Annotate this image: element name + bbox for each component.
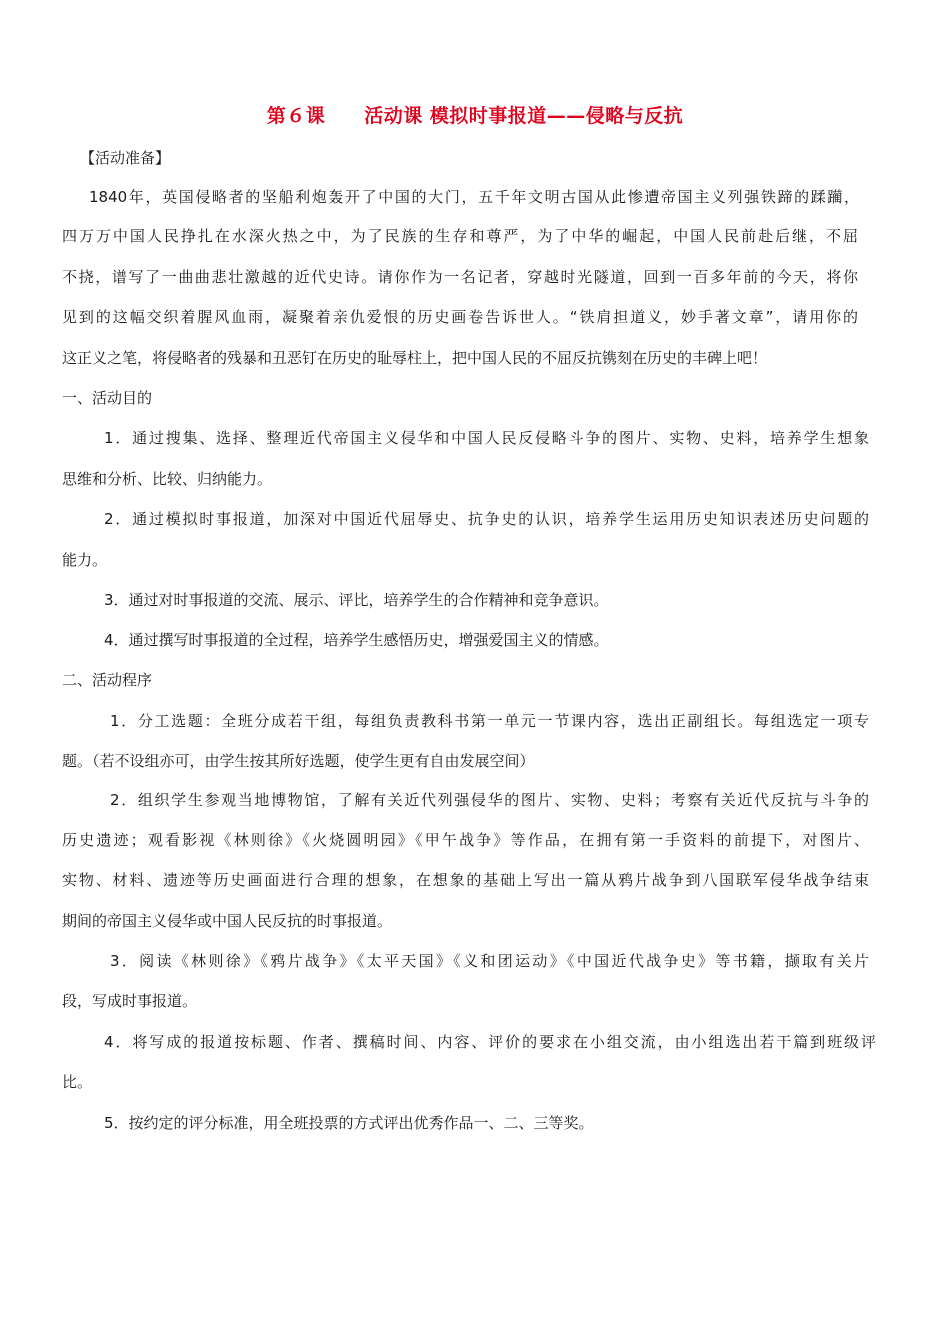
section2-item2-line1: 2．组织学生参观当地博物馆，了解有关近代列强侵华的图片、实物、史料；考察有关近代反抗与斗争的	[110, 791, 869, 809]
preparation-header: 【活动准备】	[80, 149, 171, 167]
intro-line-1: 1840年，英国侵略者的坚船利炮轰开了中国的大门，五千年文明古国从此惨遭帝国主义列强铁蹄的蹂躏，	[89, 188, 859, 206]
section2-heading: 二、活动程序	[62, 671, 153, 689]
section2-item2-line2: 历史遗迹；观看影视《林则徐》《火烧圆明园》《甲午战争》等作品，在拥有第一手资料的前提下，对图片、	[62, 831, 869, 849]
section2-item4-line2: 比。	[62, 1073, 93, 1091]
section2-item2-line4: 期间的帝国主义侵华或中国人民反抗的时事报道。	[62, 912, 393, 930]
section2-item1-line1: 1．分工选题：全班分成若干组，每组负责教科书第一单元一节课内容，选出正副组长。每组选定一项专	[110, 712, 869, 730]
section2-item5: 5．按约定的评分标准，用全班投票的方式评出优秀作品一、二、三等奖。	[104, 1114, 594, 1132]
intro-line-2: 四万万中国人民挣扎在水深火热之中，为了民族的生存和尊严，为了中华的崛起，中国人民前赴后继，不屈	[62, 227, 858, 245]
page-title: 第６课 活动课 模拟时事报道——侵略与反抗	[266, 105, 684, 127]
section2-item1-line2: 题。（若不设组亦可，由学生按其所好选题，使学生更有自由发展空间）	[62, 752, 535, 770]
section1-item4: 4．通过撰写时事报道的全过程，培养学生感悟历史，增强爱国主义的情感。	[104, 631, 609, 649]
intro-line-3: 不挠，谱写了一曲曲悲壮激越的近代史诗。请你作为一名记者，穿越时光隧道，回到一百多年前的今天，将你	[62, 268, 858, 286]
section1-item1-line2: 思维和分析、比较、归纳能力。	[62, 470, 273, 488]
section2-item4-line1: 4．将写成的报道按标题、作者、撰稿时间、内容、评价的要求在小组交流，由小组选出若干篇到班级评	[104, 1033, 876, 1051]
section1-item2-line2: 能力。	[62, 551, 108, 569]
section2-item2-line3: 实物、材料、遗迹等历史画面进行合理的想象，在想象的基础上写出一篇从鸦片战争到八国联军侵华战争结束	[62, 871, 869, 889]
intro-line-5: 这正义之笔，将侵略者的残暴和丑恶钉在历史的耻辱柱上，把中国人民的不屈反抗镌刻在历史的丰碑上吧！	[62, 349, 768, 367]
section2-item3-line1: 3．阅读《林则徐》《鸦片战争》《太平天国》《义和团运动》《中国近代战争史》等书籍，撷取有关片	[110, 952, 869, 970]
section2-item3-line2: 段，写成时事报道。	[62, 992, 198, 1010]
intro-line-4: 见到的这幅交织着腥风血雨，凝聚着亲仇爱恨的历史画卷告诉世人。“铁肩担道义，妙手著文章”，请用你的	[62, 308, 858, 326]
section1-item3: 3．通过对时事报道的交流、展示、评比，培养学生的合作精神和竞争意识。	[104, 591, 609, 609]
section1-heading: 一、活动目的	[62, 389, 153, 407]
section1-item2-line1: 2．通过模拟时事报道，加深对中国近代屈辱史、抗争史的认识，培养学生运用历史知识表述历史问题的	[104, 510, 869, 528]
section1-item1-line1: 1．通过搜集、选择、整理近代帝国主义侵华和中国人民反侵略斗争的图片、实物、史料，培养学生想象	[104, 429, 869, 447]
